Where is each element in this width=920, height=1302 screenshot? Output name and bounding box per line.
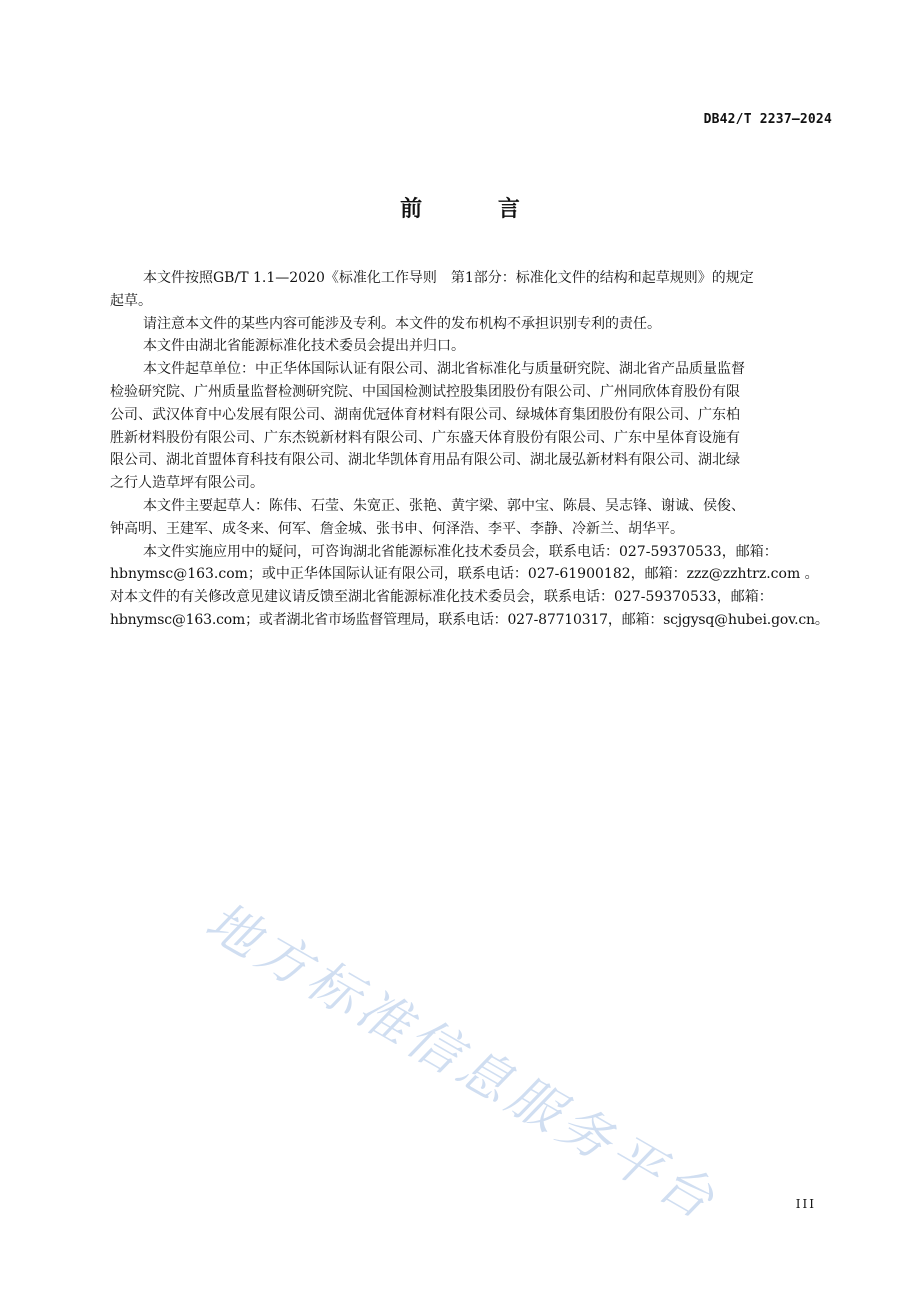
paragraph-line: 对本文件的有关修改意见建议请反馈至湖北省能源标准化技术委员会，联系电话：027-59370533，邮箱： <box>110 589 773 606</box>
paragraph-drafting-rules <box>110 267 832 313</box>
paragraph-drafters <box>110 495 832 541</box>
paragraph-patent-notice <box>110 313 832 336</box>
paragraph-line: 本文件主要起草人：陈伟、石莹、朱宽正、张艳、黄宇梁、郭中宝、陈晨、吴志锋、谢诚、侯俊、 <box>143 497 745 514</box>
paragraph-line: 限公司、湖北首盟体育科技有限公司、湖北华凯体育用品有限公司、湖北晟弘新材料有限公司、湖北绿 <box>110 452 740 469</box>
paragraph-line: 之行人造草坪有限公司。 <box>110 475 264 492</box>
paragraph-drafting-units <box>110 358 832 495</box>
paragraph-line: 胜新材料股份有限公司、广东杰锐新材料有限公司、广东盛天体育股份有限公司、广东中星体育设施有 <box>110 429 740 446</box>
paragraph-line: 本文件由湖北省能源标准化技术委员会提出并归口。 <box>143 338 465 355</box>
preface-body <box>110 267 832 632</box>
paragraph-line: 钟高明、王建军、成冬来、何军、詹金城、张书申、何泽浩、李平、李静、冷新兰、胡华平。 <box>110 520 684 537</box>
watermark: 地方标准信息服务平台 <box>195 891 728 1234</box>
paragraph-line: 公司、武汉体育中心发展有限公司、湖南优冠体育材料有限公司、绿城体育集团股份有限公司、广东柏 <box>110 406 740 423</box>
paragraph-line: hbnymsc@163.com；或者湖北省市场监督管理局，联系电话：027-87710317，邮箱：scjgysq@hubei.gov.cn。 <box>110 611 829 628</box>
document-code: DB42/T 2237—2024 <box>703 112 832 127</box>
paragraph-line: 检验研究院、广州质量监督检测研究院、中国国检测试控股集团股份有限公司、广州同欣体育股份有限 <box>110 383 740 400</box>
paragraph-line: 本文件起草单位：中正华体国际认证有限公司、湖北省标准化与质量研究院、湖北省产品质量监督 <box>143 361 745 378</box>
paragraph-contact <box>110 541 832 632</box>
paragraph-line: 请注意本文件的某些内容可能涉及专利。本文件的发布机构不承担识别专利的责任。 <box>143 315 661 332</box>
page-title: 前 言 <box>400 197 554 222</box>
page-number: III <box>795 1197 816 1211</box>
paragraph-proposer <box>110 335 832 358</box>
paragraph-line: 本文件按照GB/T 1.1—2020《标准化工作导则 第1部分：标准化文件的结构和起草规则》的规定 <box>143 270 754 286</box>
paragraph-line: 起草。 <box>110 292 152 309</box>
paragraph-line: 本文件实施应用中的疑问，可咨询湖北省能源标准化技术委员会，联系电话：027-59370533，邮箱： <box>143 543 778 560</box>
paragraph-line: hbnymsc@163.com；或中正华体国际认证有限公司，联系电话：027-61900182，邮箱：zzz@zzhtrz.com 。 <box>110 566 819 583</box>
